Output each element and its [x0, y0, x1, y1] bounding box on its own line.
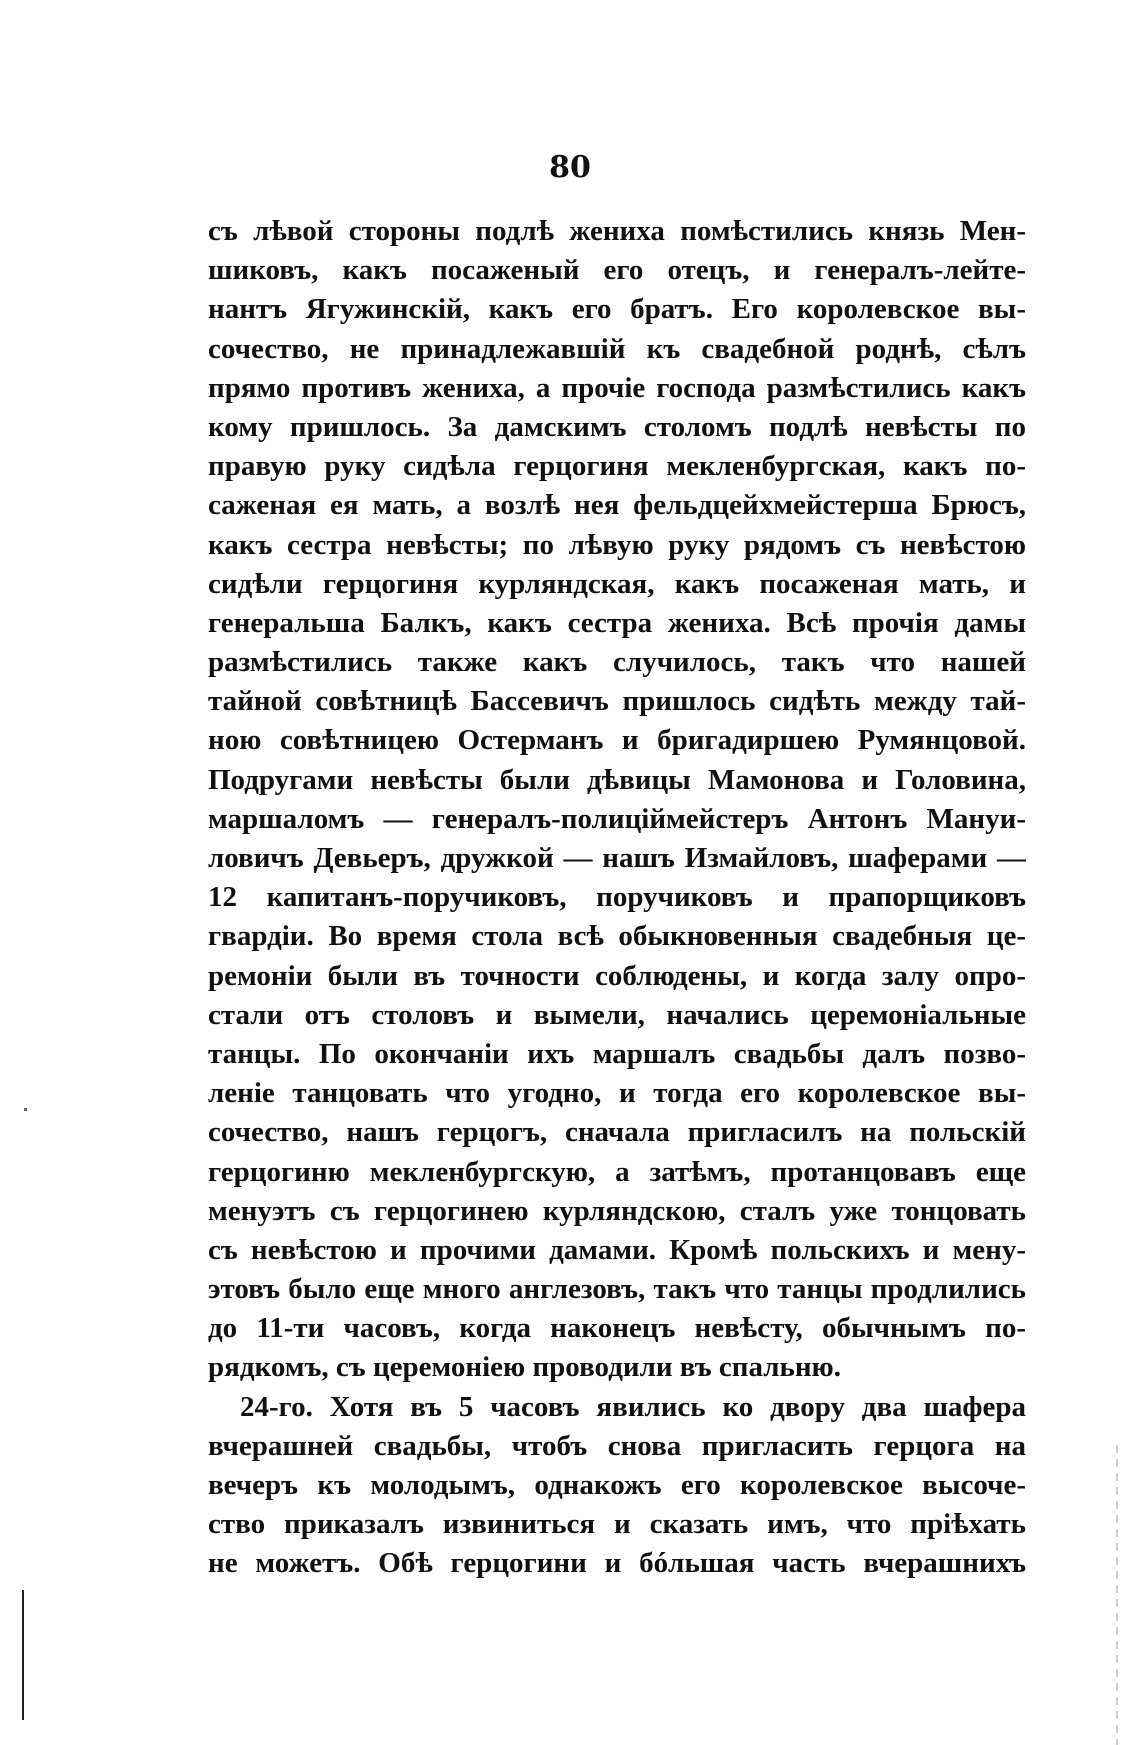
text-line: съ лѣвой стороны подлѣ жениха помѣстились князь Мен-: [208, 215, 1026, 247]
text-line: прямо противъ жениха, а прочіе господа размѣстились какъ: [208, 371, 1026, 404]
text-line: нантъ Ягужинскій, какъ его братъ. Его королевское вы-: [208, 293, 1026, 326]
text-line: не можетъ. Обѣ герцогини и бóльшая часть вчерашнихъ: [208, 1547, 1026, 1580]
text-line: кому пришлось. За дамскимъ столомъ подлѣ невѣсты по: [208, 410, 1026, 443]
text-line: стали отъ столовъ и вымели, начались церемоніальные: [208, 998, 1026, 1031]
text-line: саженая ея мать, а возлѣ нея фельдцейхмейстерша Брюсъ,: [208, 489, 1026, 522]
text-line: ною совѣтницею Остерманъ и бригадиршею Румянцовой.: [208, 724, 1026, 757]
text-line: танцы. По окончаніи ихъ маршалъ свадьбы далъ позво-: [208, 1037, 1026, 1070]
text-line: съ невѣстою и прочими дамами. Кромѣ польскихъ и мену-: [208, 1233, 1026, 1266]
text-line: шиковъ, какъ посаженый его отецъ, и генералъ-лейте-: [208, 254, 1026, 287]
text-line: менуэтъ съ герцогинею курляндскою, сталъ уже тонцовать: [208, 1194, 1026, 1227]
text-line: рядкомъ, съ церемоніею проводили въ спальню.: [208, 1351, 841, 1384]
text-line: генеральша Балкъ, какъ сестра жениха. Всѣ прочія дамы: [208, 606, 1026, 639]
text-line: 24-го. Хотя въ 5 часовъ явились ко двору два шафера: [240, 1390, 1026, 1423]
text-line: герцогиню мекленбургскую, а затѣмъ, протанцовавъ еще: [208, 1155, 1026, 1188]
text-line: гвардіи. Во время стола всѣ обыкновенныя свадебныя це-: [208, 920, 1026, 953]
text-line: леніе танцовать что угодно, и тогда его королевское вы-: [208, 1077, 1026, 1110]
text-line: ловичъ Девьеръ, дружкой — нашъ Измайловъ, шаферами —: [208, 842, 1026, 874]
text-line: маршаломъ — генералъ-полиціймейстеръ Антонъ Мануи-: [208, 802, 1026, 835]
body-text: [208, 212, 1026, 1584]
text-line: какъ сестра невѣсты; по лѣвую руку рядомъ съ невѣстою: [208, 528, 1026, 561]
text-line: вчерашней свадьбы, чтобъ снова пригласить герцога на: [208, 1429, 1026, 1462]
scan-edge-mark: [22, 1590, 24, 1720]
text-line: вечеръ къ молодымъ, однакожъ его королевское высоче-: [208, 1469, 1026, 1501]
text-line: сочество, не принадлежавшій къ свадебной роднѣ, сѣлъ: [208, 332, 1026, 365]
text-line: ремоніи были въ точности соблюдены, и когда залу опро-: [208, 959, 1026, 992]
text-line: сидѣли герцогиня курляндская, какъ посаженая мать, и: [208, 567, 1026, 600]
text-line: 12 капитанъ-поручиковъ, поручиковъ и прапорщиковъ: [208, 881, 1026, 914]
scan-edge-mark-right: [1116, 1445, 1118, 1745]
text-line: ство приказалъ извиниться и сказать имъ, что пріѣхать: [208, 1508, 1026, 1541]
scan-speck: [24, 1108, 27, 1111]
text-line: до 11-ти часовъ, когда наконецъ невѣсту, обычнымъ по-: [208, 1312, 1026, 1345]
page-number: 80: [549, 150, 591, 185]
text-line: сочество, нашъ герцогъ, сначала пригласилъ на польскій: [208, 1116, 1026, 1149]
text-line: размѣстились также какъ случилось, такъ что нашей: [208, 646, 1026, 679]
text-line: правую руку сидѣла герцогиня мекленбургская, какъ по-: [208, 450, 1026, 483]
text-line: этовъ было еще много англезовъ, такъ что танцы продлились: [208, 1273, 1026, 1306]
text-line: тайной совѣтницѣ Бассевичъ пришлось сидѣть между тай-: [208, 685, 1026, 718]
text-line: Подругами невѣсты были дѣвицы Мамонова и Головина,: [208, 763, 1026, 796]
